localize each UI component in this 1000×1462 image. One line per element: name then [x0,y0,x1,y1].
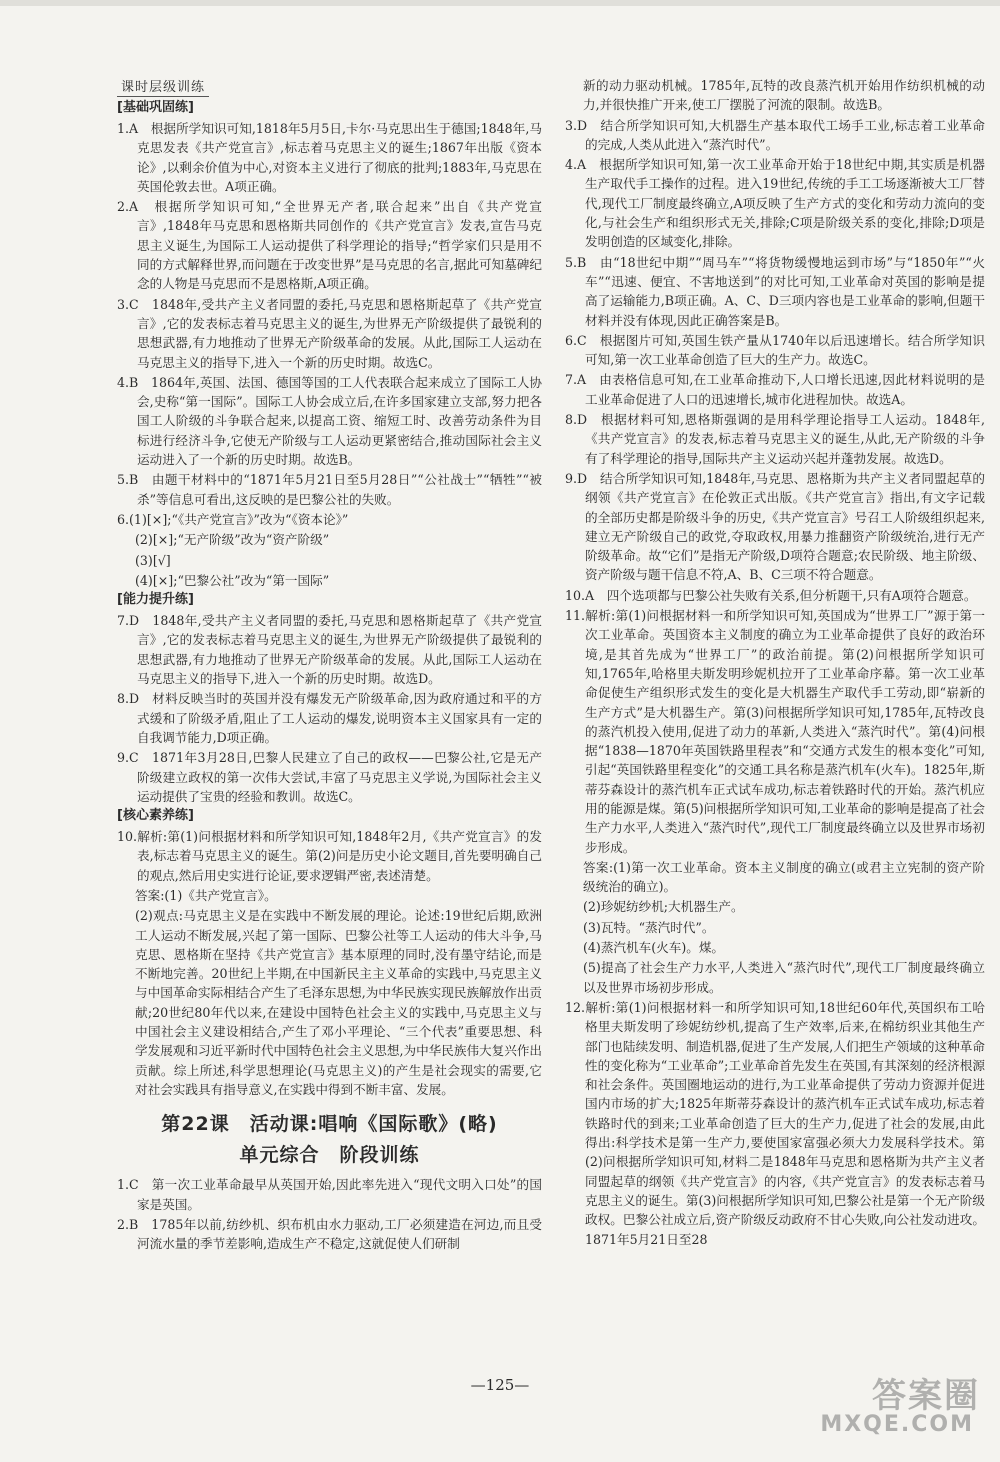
page-header-title: 课时层级训练 [117,76,209,97]
answer-item: 7.D 1848年,受共产主义者同盟的委托,马克思和恩格斯起草了《共产党宣言》,它的发表标志着马克思主义的诞生,为世界无产阶级提供了最锐利的思想武器,有力地推动了世界无产阶级革命的发展。从此,国际工人运动在马克思主义的指导下,进入一个新的历史时期。故选D。 [117,613,542,687]
section-ability: [能力提升练] [117,592,194,608]
answer-text: (2)珍妮纺纱机;大机器生产。 [583,899,744,915]
answer-item: 3.D 结合所学知识可知,大机器生产基本取代工场手工业,标志着工业革命的完成,人类从此进入“蒸汽时代”。 [565,117,985,152]
answer-item: 10.解析:第(1)问根据材料和所学知识可知,1848年2月,《共产党宣言》的发表,标志着马克思主义的诞生。第(2)问是历史小论文题目,首先要明确自己的观点,然后用史实进行论证,要求逻辑严密,表述清楚。 [117,829,542,883]
answer-item: 5.B 由“18世纪中期”“周马车”“将货物缓慢地运到市场”与“1850年”“火车”“迅速、便宜、不害地送到”的对比可知,工业革命对英国的影响是提高了运输能力,B项正确。A、C、D三项内容也是工业革命的影响,但题干材料并没有体现,因此正确答案是B。 [565,254,985,328]
answer-item: 7.A 由表格信息可知,在工业革命推动下,人口增长迅速,因此材料说明的是工业革命促进了人口的迅速增长,城市化进程加快。故选A。 [565,372,985,407]
answer-text: (5)提高了社会生产力水平,人类进入“蒸汽时代”,现代工厂制度最终确立以及世界市场初步形成。 [583,960,985,995]
answer-q6-line: (3)[√] [135,552,171,568]
answer-item: 8.D 根据材料可知,恩格斯强调的是用科学理论指导工人运动。1848年,《共产党宣言》的发表,标志着马克思主义的诞生,从此,无产阶级的斗争有了科学理论的指导,国际共产主义运动兴起并蓬勃发展。故选D。 [565,412,985,466]
section-core: [核心素养练] [117,808,194,824]
page-number: —125— [470,1376,530,1394]
answer-item: 10.A 四个选项都与巴黎公社失败有关系,但分析题干,只有A项符合题意。 [565,587,977,603]
answer-item: 4.B 1864年,英国、法国、德国等国的工人代表联合起来成立了国际工人协会,史称“第一国际”。国际工人协会成立后,在许多国家建立支部,努力把各国工人阶级的斗争联合起来,以提高工资、缩短工时、改善劳动条件为目标进行经济斗争,它使无产阶级与工人运动更紧密结合,推动国际社会主义运动进入了一个新的历史时期。故选B。 [117,374,542,468]
watermark-text-cn: 答案圈 [872,1376,980,1416]
answer-q6-line: 6.(1)[×];“《共产党宣言》”改为“《资本论》” [117,511,349,527]
answer-text: 答案:(1)第一次工业革命。资本主义制度的确立(或君主立宪制的资产阶级统治的确立)。 [583,859,985,895]
answer-q6-line: (2)[×];“无产阶级”改为“资产阶级” [135,532,330,548]
answer-text: (2)观点:马克思主义是在实践中不断发展的理论。论述:19世纪后期,欧洲工人运动不断发展,兴起了第一国际、巴黎公社等工人运动的伟大斗争,马克思、恩格斯在坚持《共产党宣言》基本原理的同时,没有墨守结论,而是不断地完善。20世纪上半期,在中国新民主主义革命的实践中,马克思主义与中国革命实际相结合产生了毛泽东思想,为中华民族实现民族解放作出贡献;20世纪80年代以来,在建设中国特色社会主义的实践中,马克思主义与中国社会主义建设相结合,产生了邓小平理论、“三个代表”重要思想、科学发展观和习近平新时代中国特色社会主义思想,为中华民族伟大复兴作出贡献。综上所述,科学思想理论(马克思主义)的产生是社会现实的需要,它对社会实践具有指导意义,在实践中得到不断丰富、发展。 [135,908,543,1097]
answer-item: 12.解析:第(1)问根据材料一和所学知识可知,18世纪60年代,英国织布工哈格里夫斯发明了珍妮纺纱机,提高了生产效率,后来,在棉纺织业其他生产部门也陆续发明、制造机器,促进了生产发展,人们把生产领域的这种革命性的变化称为“工业革命”;工业革命首先发生在英国,有其深刻的经济根源和社会条件。英国圈地运动的进行,为工业革命提供了劳动力资源并促进国内市场的扩大;1825年斯蒂芬森设计的蒸汽机车正式试车成功,标志着铁路时代的到来;工业革命创造了巨大的生产力,促进了社会的发展,由此得出:科学技术是第一生产力,要使国家富强必须大力发展科学技术。第(2)问根据所学知识可知,材料二是1848年马克思和恩格斯为共产主义者同盟起草的纲领《共产党宣言》的内容,《共产党宣言》的发表标志着马克思主义的诞生。第(3)问根据所学知识可知,巴黎公社是第一个无产阶级政权。巴黎公社成立后,资产阶级反动政府不甘心失败,向公社发动进攻。1871年5月21日至28 [565,999,985,1247]
answer-text: 答案:(1)《共产党宣言》。 [135,887,277,903]
top-rule [0,0,1000,6]
answer-item: 8.D 材料反映当时的英国并没有爆发无产阶级革命,因为政府通过和平的方式缓和了阶级矛盾,阻止了工人运动的爆发,说明资本主义国家具有一定的自我调节能力,D项正确。 [117,691,542,745]
answer-item: 9.C 1871年3月28日,巴黎人民建立了自己的政权——巴黎公社,它是无产阶级建立政权的第一次伟大尝试,丰富了马克思主义学说,为国际社会主义运动提供了宝贵的经验和教训。故选C。 [117,750,542,804]
answer-item: 3.C 1848年,受共产主义者同盟的委托,马克思和恩格斯起草了《共产党宣言》,它的发表标志着马克思主义的诞生,为世界无产阶级提供了最锐利的思想武器,有力地推动了世界无产阶级革命的发展。从此,国际工人运动在马克思主义的指导下,进入一个新的历史时期。故选C。 [117,296,542,370]
answer-item: 2.B 1785年以前,纺纱机、织布机由水力驱动,工厂必须建造在河边,而且受河流水量的季节差影响,造成生产不稳定,这就促使人们研制 [117,1216,542,1252]
answer-text: (3)瓦特。“蒸汽时代”。 [583,919,715,935]
left-column [117,76,542,1254]
answer-item: 1.A 根据所学知识可知,1818年5月5日,卡尔·马克思出生于德国;1848年,马克思发表《共产党宣言》,标志着马克思主义的诞生;1867年出版《资本论》,以剩余价值为中心,对资本主义进行了彻底的批判;1883年,马克思在英国伦敦去世。A项正确。 [117,121,542,194]
right-column [565,76,985,1250]
watermark-text-en: MXQE.COM [820,1412,974,1437]
answer-item: 4.A 根据所学知识可知,第一次工业革命开始于18世纪中期,其实质是机器生产取代手工操作的过程。进入19世纪,传统的手工工场逐渐被大工厂替代,现代工厂制度最终确立,A项反映了生产方式的变化和劳动力流向的变化,与社会生产和组织形式无关,排除;C项是阶级关系的变化,排除;D项是发明创造的区域变化,排除。 [565,157,985,250]
answer-item: 1.C 第一次工业革命最早从英国开始,因此率先进入“现代文明入口处”的国家是英国。 [117,1177,542,1212]
answer-item: 2.A 根据所学知识可知,“全世界无产者,联合起来”出自《共产党宣言》,1848年马克思和恩格斯共同创作的《共产党宣言》发表,宣告马克思主义诞生,为国际工人运动提供了科学理论的指导;“哲学家们只是用不同的方式解释世界,而问题在于改变世界”是马克思的名言,据此可知墓碑纪念的人物是马克思而不是恩格斯,A项正确。 [117,199,542,292]
answer-text: (4)蒸汽机车(火车)。煤。 [583,940,725,956]
answer-continuation: 新的动力驱动机械。1785年,瓦特的改良蒸汽机开始用作纺织机械的动力,并很快推广开来,使工厂摆脱了河流的限制。故选B。 [583,78,985,113]
watermark-logo [810,1368,980,1448]
answer-item: 9.D 结合所学知识可知,1848年,马克思、恩格斯为共产主义者同盟起草的纲领《共产党宣言》在伦敦正式出版。《共产党宣言》指出,有文字记载的全部历史都是阶级斗争的历史,《共产党宣言》号召工人阶级组织起来,建立无产阶级自己的政党,夺取政权,用暴力推翻资产阶级统治,进行无产阶级革命。故“它们”是指无产阶级,D项符合题意;农民阶级、地主阶级、资产阶级与题干信息不符,A、B、C三项不符合题意。 [565,470,985,583]
unit-title: 单元综合 阶段训练 [239,1144,420,1167]
answer-item: 11.解析:第(1)问根据材料一和所学知识可知,英国成为“世界工厂”源于第一次工业革命。英国资本主义制度的确立为工业革命提供了良好的政治环境,是其首先成为“世界工厂”的政治前提。第(2)问根据所学知识可知,1765年,哈格里夫斯发明珍妮机拉开了工业革命序幕。第一次工业革命促使生产组织形式发生的变化是大机器生产取代手工劳动,即“崭新的生产方式”是大机器生产。第(3)问根据所学知识可知,1785年,瓦特改良的蒸汽机投入使用,促进了动力的革新,人类进入“蒸汽时代”。第(4)问根据“1838—1870年英国铁路里程表”和“交通方式发生的根本变化”可知,引起“英国铁路里程变化”的交通工具名称是蒸汽机车(火车)。1825年,斯蒂芬森设计的蒸汽机车正式试车成功,标志着铁路时代的开始。蒸汽机应用的能源是煤。第(5)问根据所学知识可知,工业革命的影响是提高了社会生产力水平,人类进入“蒸汽时代”,现代工厂制度最终确立以及世界市场初步形成。 [565,608,985,855]
section-basic: [基础巩固练] [117,100,194,115]
answer-q6-line: (4)[×];“巴黎公社”改为“第一国际” [135,572,330,588]
answer-item: 6.C 根据图片可知,英国生铁产量从1740年以后迅速增长。结合所学知识可知,第一次工业革命创造了巨大的生产力。故选C。 [565,332,985,368]
lesson-title: 第22课 活动课:唱响《国际歌》(略) [161,1113,498,1136]
answer-item: 5.B 由题干材料中的“1871年5月21日至5月28日”“公社战士”“牺牲”“被杀”等信息可看出,这反映的是巴黎公社的失败。 [117,472,542,507]
